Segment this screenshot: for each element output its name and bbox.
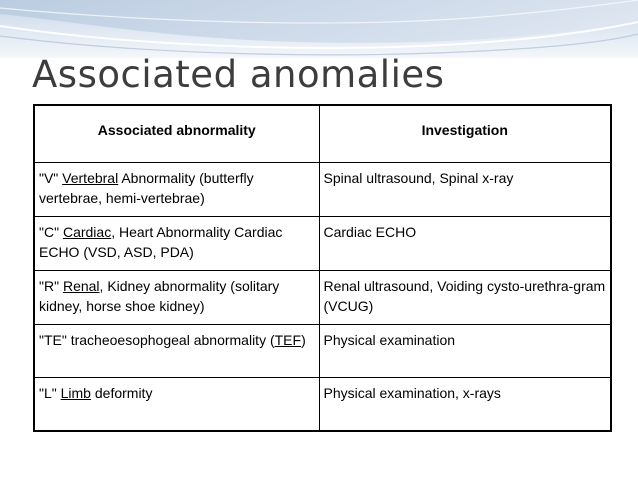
table-row [34, 271, 611, 325]
abnormality-cell [34, 163, 319, 217]
anomalies-table [33, 104, 612, 432]
cell-prefix: "L" [39, 385, 61, 401]
cell-prefix: "C" [39, 224, 63, 240]
underlined-term: Renal [62, 278, 100, 294]
investigation-cell: Cardiac ECHO [319, 217, 611, 271]
table-header-row [34, 105, 611, 163]
underlined-term: Vertebral [62, 170, 119, 186]
cell-prefix: "V" [39, 170, 63, 186]
header-abnormality: Associated abnormality [34, 105, 319, 163]
slide-title: Associated anomalies [32, 53, 445, 96]
investigation-cell: Physical examination, x-rays [319, 378, 611, 432]
cell-prefix: "TE" tracheoesophogeal abnormality ( [39, 332, 275, 348]
abnormality-cell [34, 325, 319, 378]
cell-rest: deformity [90, 385, 153, 401]
abnormality-cell [34, 271, 319, 325]
underlined-term: Limb [60, 385, 91, 401]
underlined-term: Cardiac [62, 224, 112, 240]
investigation-cell: Renal ultrasound, Voiding cysto-urethra-gram (VCUG) [319, 271, 611, 325]
table-row [34, 325, 611, 378]
cell-rest: Abnormality (butterfly vertebrae, hemi-vertebrae) [39, 170, 254, 206]
table-row [34, 378, 611, 432]
cell-rest: , Heart Abnormality Cardiac ECHO (VSD, ASD, PDA) [39, 224, 283, 260]
investigation-cell: Physical examination [319, 325, 611, 378]
cell-rest: , Kidney abnormality (solitary kidney, horse shoe kidney) [39, 278, 280, 314]
investigation-cell: Spinal ultrasound, Spinal x-ray [319, 163, 611, 217]
abnormality-cell [34, 378, 319, 432]
table-row [34, 217, 611, 271]
cell-prefix: "R" [39, 278, 63, 294]
header-investigation: Investigation [319, 105, 611, 163]
cell-rest: ) [301, 332, 306, 348]
abnormality-cell [34, 217, 319, 271]
table-row [34, 163, 611, 217]
underlined-term: TEF [274, 332, 302, 348]
